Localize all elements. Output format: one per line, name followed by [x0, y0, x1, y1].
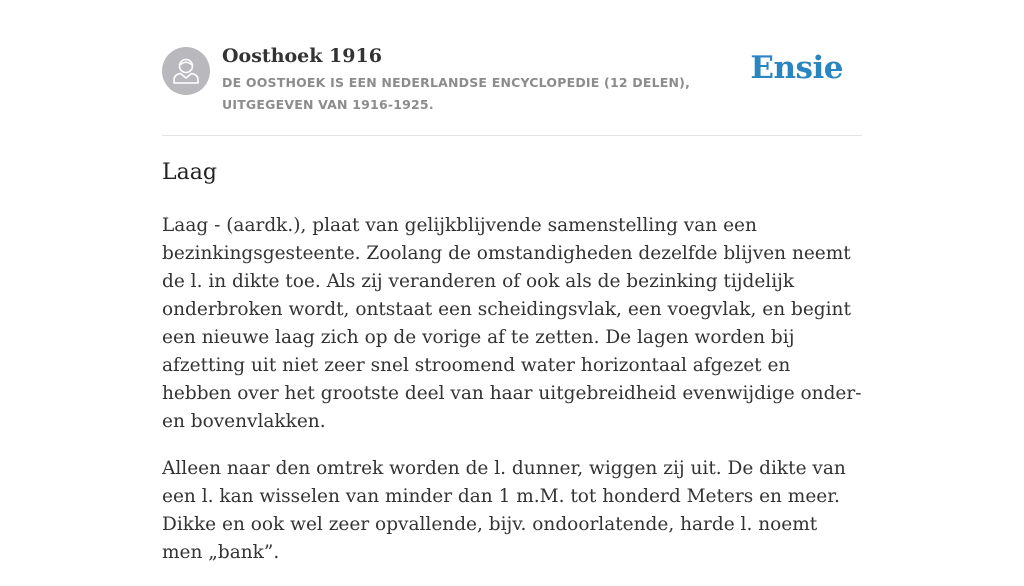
- ensie-logo[interactable]: Ensie: [750, 50, 843, 86]
- header-divider: [162, 135, 862, 136]
- entry-paragraph: Laag - (aardk.), plaat van gelijkblijvende samenstelling van een bezinkingsgesteente. Zoolang de omstandigheden dezelfde blijven neemt de l. in dikte toe. Als zij veranderen of ook als de bezinking tijdelijk onderbroken wordt, ontstaat een scheidingsvlak, een voegvlak, en begint een nieuwe laag zich op de vorige af te zetten. De lagen worden bij afzetting uit niet zeer snel stroomend water horizontaal afgezet en hebben over het grootste deel van haar uitgebreidheid evenwijdige onder- en bovenvlakken.: [162, 215, 862, 432]
- source-description: DE OOSTHOEK IS EEN NEDERLANDSE ENCYCLOPEDIE (12 DELEN), UITGEGEVEN VAN 1916-1925.: [222, 75, 691, 112]
- avatar: [162, 47, 210, 95]
- entry-paragraph: Alleen naar den omtrek worden de l. dunner, wiggen zij uit. De dikte van een l. kan wisselen van minder dan 1 m.M. tot honderd Meters en meer. Dikke en ook wel zeer opvallende, bijv. ondoorlatende, harde l. noemt men „bank”.: [162, 458, 846, 563]
- user-icon: [162, 47, 210, 95]
- source-title[interactable]: Oosthoek 1916: [222, 45, 382, 67]
- entry-title: Laag: [162, 160, 217, 185]
- entry-body: [162, 212, 862, 586]
- source-header: [162, 44, 862, 136]
